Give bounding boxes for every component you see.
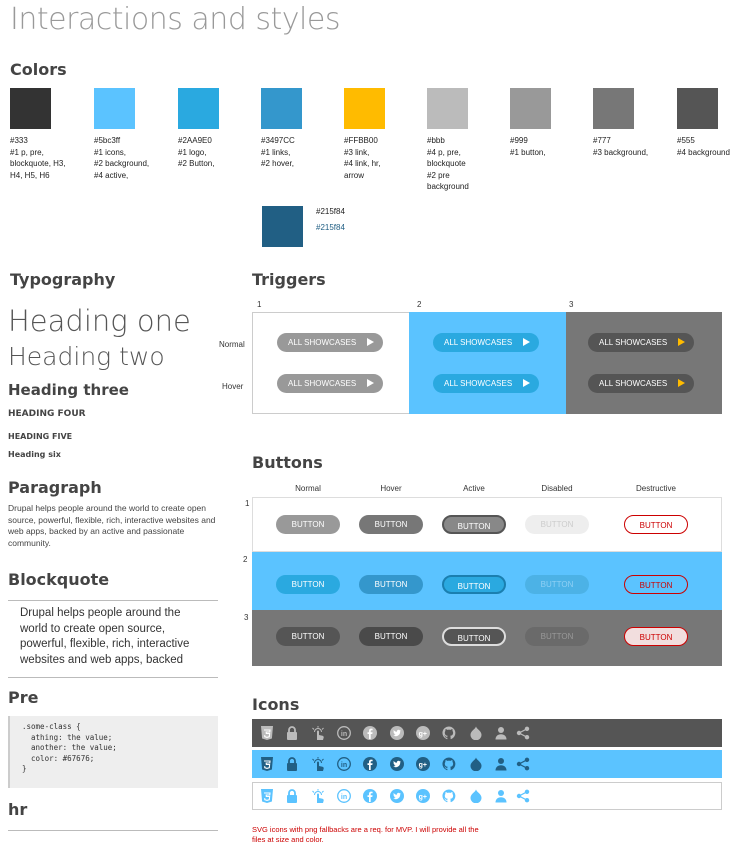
trigger-panel-3 (566, 312, 722, 414)
pre-heading: Pre (8, 688, 39, 707)
twitter-icon (389, 788, 405, 804)
hr-heading: hr (8, 800, 28, 819)
lock-icon (284, 788, 300, 804)
trigger-row-normal: Normal (219, 340, 245, 349)
button-hover-row-2[interactable]: BUTTON (359, 575, 423, 594)
trigger-label: ALL SHOWCASES (444, 379, 513, 388)
arrow-right-icon (678, 379, 685, 387)
color-swatch-8 (593, 88, 634, 129)
twitter-icon (389, 756, 405, 772)
color-sample-215f84: #215f84 (316, 223, 345, 232)
button-active-row-3[interactable]: BUTTON (442, 627, 506, 646)
drupal-drop-icon (468, 788, 484, 804)
share-icon (515, 725, 531, 741)
triggers-heading: Triggers (252, 270, 326, 289)
color-swatch-2 (94, 88, 135, 129)
color-swatch-7 (510, 88, 551, 129)
share-icon (515, 756, 531, 772)
trigger-label: ALL SHOWCASES (444, 338, 513, 347)
svg-text:in: in (340, 762, 348, 769)
button-normal-row-3[interactable]: BUTTON (276, 627, 340, 646)
svg-text:g+: g+ (418, 794, 427, 801)
color-swatch-5 (344, 88, 385, 129)
icons-note: SVG icons with png fallbacks are a req. for MVP. I will provide all the files at size and color. (252, 825, 479, 844)
colors-heading: Colors (10, 60, 67, 79)
trigger-1-hover[interactable] (277, 374, 383, 393)
touch-icon (310, 788, 326, 804)
svg-text:g+: g+ (418, 762, 427, 769)
color-label-7: #999 #1 button, (510, 136, 546, 157)
trigger-1-normal[interactable] (277, 333, 383, 352)
svg-text:in: in (340, 731, 348, 738)
facebook-icon (362, 725, 378, 741)
blockquote-top-rule (8, 600, 218, 601)
trigger-label: ALL SHOWCASES (599, 379, 668, 388)
button-normal-row-1[interactable]: BUTTON (276, 515, 340, 534)
trigger-2-normal[interactable] (433, 333, 539, 352)
color-swatch-215f84 (262, 206, 303, 247)
share-icon (515, 788, 531, 804)
trigger-row-hover: Hover (222, 382, 244, 391)
button-row-2: 2 (243, 555, 248, 564)
color-label-4: #3497CC #1 links, #2 hover, (261, 136, 295, 168)
html5-icon (259, 756, 275, 772)
heading-two: Heading two (8, 342, 165, 371)
blockquote-heading: Blockquote (8, 570, 110, 589)
button-column-normal: Normal (295, 484, 321, 493)
button-column-disabled: Disabled (541, 484, 573, 493)
color-label-2: #5bc3ff #1 icons, #2 background, #4 active, (94, 136, 150, 180)
button-active-row-1[interactable]: BUTTON (442, 515, 506, 534)
button-hover-row-1[interactable]: BUTTON (359, 515, 423, 534)
paragraph-heading: Paragraph (8, 478, 102, 497)
color-label-5: #FFBB00 #3 link, #4 link, hr, arrow (344, 136, 381, 180)
drupal-drop-icon (468, 725, 484, 741)
page-title: Interactions and styles (10, 2, 340, 37)
trigger-label: ALL SHOWCASES (288, 338, 357, 347)
color-label-215f84: #215f84 (316, 207, 345, 216)
button-active-row-2[interactable]: BUTTON (442, 575, 506, 594)
touch-icon (310, 756, 326, 772)
user-icon (493, 756, 509, 772)
button-destructive-row-3[interactable]: BUTTON (624, 627, 688, 646)
trigger-3-hover[interactable] (588, 374, 694, 393)
color-swatch-4 (261, 88, 302, 129)
button-row-3: 3 (244, 613, 249, 622)
lock-icon (284, 725, 300, 741)
heading-four: HEADING FOUR (8, 409, 86, 419)
arrow-right-icon (367, 338, 374, 346)
html5-icon (259, 788, 275, 804)
button-destructive-row-2[interactable]: BUTTON (624, 575, 688, 594)
button-row-1: 1 (245, 499, 250, 508)
github-icon (441, 725, 457, 741)
facebook-icon (362, 788, 378, 804)
button-disabled-row-2: BUTTON (525, 575, 589, 594)
svg-text:g+: g+ (418, 731, 427, 738)
trigger-label: ALL SHOWCASES (599, 338, 668, 347)
drupal-drop-icon (468, 756, 484, 772)
twitter-icon (389, 725, 405, 741)
button-column-active: Active (463, 484, 485, 493)
facebook-icon (362, 756, 378, 772)
google-plus-icon (415, 788, 431, 804)
color-label-3: #2AA9E0 #1 logo, #2 Button, (178, 136, 215, 168)
arrow-right-icon (523, 338, 530, 346)
button-disabled-row-1: BUTTON (525, 515, 589, 534)
github-icon (441, 756, 457, 772)
heading-one: Heading one (8, 304, 191, 338)
hr-sample (8, 830, 218, 831)
trigger-3-normal[interactable] (588, 333, 694, 352)
trigger-column-1: 1 (257, 300, 262, 309)
google-plus-icon (415, 756, 431, 772)
button-column-destructive: Destructive (635, 484, 676, 493)
svg-text:in: in (340, 794, 348, 801)
github-icon (441, 788, 457, 804)
button-disabled-row-3: BUTTON (525, 627, 589, 646)
color-swatch-3 (178, 88, 219, 129)
arrow-right-icon (678, 338, 685, 346)
heading-six: Heading six (8, 450, 61, 459)
paragraph-sample: Drupal helps people around the world to create open source, powerful, flexible, rich, interactive websites and web apps, backed by an active and passionate community. (8, 503, 216, 548)
touch-icon (310, 725, 326, 741)
trigger-panel-2 (409, 312, 566, 414)
arrow-right-icon (367, 379, 374, 387)
html5-icon (259, 725, 275, 741)
typography-heading: Typography (10, 270, 116, 289)
lock-icon (284, 756, 300, 772)
trigger-2-hover[interactable] (433, 374, 539, 393)
color-label-9: #555 #4 background (677, 136, 730, 157)
buttons-heading: Buttons (252, 453, 323, 472)
icons-heading: Icons (252, 695, 300, 714)
color-label-1: #333 #1 p, pre, blockquote, H3, H4, H5, H6 (10, 136, 66, 180)
heading-three: Heading three (8, 381, 129, 399)
linkedin-icon (336, 788, 352, 804)
color-label-8: #777 #3 background, (593, 136, 649, 157)
button-destructive-row-1[interactable]: BUTTON (624, 515, 688, 534)
trigger-panel-1 (252, 312, 409, 414)
blockquote-sample: Drupal helps people around the world to create open source, powerful, flexible, rich, interactive websites and web apps, backed (20, 607, 190, 666)
button-column-hover: Hover (380, 484, 402, 493)
color-swatch-6 (427, 88, 468, 129)
trigger-column-3: 3 (569, 300, 574, 309)
arrow-right-icon (523, 379, 530, 387)
button-normal-row-2[interactable]: BUTTON (276, 575, 340, 594)
google-plus-icon (415, 725, 431, 741)
heading-five: HEADING FIVE (8, 432, 73, 441)
user-icon (493, 788, 509, 804)
trigger-column-2: 2 (417, 300, 422, 309)
pre-sample: .some-class { athing: the value; another: the value; color: #67676; } (8, 716, 218, 788)
button-hover-row-3[interactable]: BUTTON (359, 627, 423, 646)
linkedin-icon (336, 725, 352, 741)
trigger-label: ALL SHOWCASES (288, 379, 357, 388)
blockquote-bottom-rule (8, 677, 218, 678)
color-swatch-9 (677, 88, 718, 129)
color-swatch-1 (10, 88, 51, 129)
user-icon (493, 725, 509, 741)
color-label-6: #bbb #4 p, pre, blockquote #2 pre background (427, 136, 469, 191)
linkedin-icon (336, 756, 352, 772)
